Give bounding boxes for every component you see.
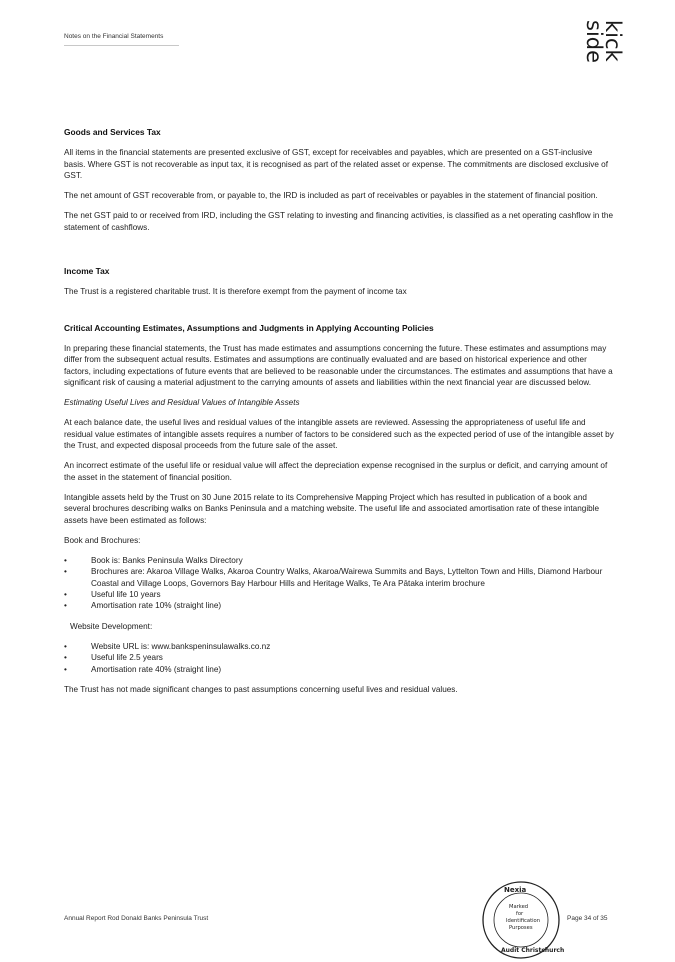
website-list [64, 641, 614, 675]
bullet-glyph: • [64, 641, 67, 651]
footer-report-title: Annual Report Rod Donald Banks Peninsula Trust [64, 915, 209, 922]
gst-heading: Goods and Services Tax [64, 127, 161, 137]
gst-paragraph-1: All items in the financial statements are presented exclusive of GST, except for receivables and payables, which are presented on a GST-inclusive basis. Where GST is not recoverable as input tax, it is recognised as part of the related asset or expense. The commitments are disclosed exclusive of GST. [64, 148, 608, 180]
critical-paragraph-1: In preparing these financial statements, the Trust has made estimates and assumptions concerning the future. These estimates and assumptions may differ from the subsequent actual results. Estimates and assumptions are continually evaluated and are based on historical experience and other factors, including expectations of future events that are believed to be reasonable under the circumstances. The estimates and assumptions that have a significant risk of causing a material adjustment to the carrying amounts of assets and liabilities within the next financial year are discussed below. [64, 343, 613, 387]
bullet-glyph: • [64, 653, 67, 663]
useful-lives-subheading: Estimating Useful Lives and Residual Values of Intangible Assets [64, 398, 300, 408]
svg-text:Purposes: Purposes [509, 925, 533, 931]
list-item [64, 652, 614, 663]
svg-text:kick: kick [601, 20, 625, 62]
list-item [64, 641, 614, 652]
svg-text:Marked: Marked [509, 904, 529, 910]
svg-text:for: for [516, 911, 524, 917]
list-item [64, 664, 614, 675]
header-divider [64, 45, 179, 46]
income-tax-paragraph: The Trust is a registered charitable trust. It is therefore exempt from the payment of income tax [64, 287, 407, 297]
list-item-text: Website URL is: www.bankspeninsulawalks.co.nz [91, 641, 271, 651]
critical-paragraph-2: At each balance date, the useful lives and residual values of the intangible assets are reviewed. Assessing the appropriateness of useful life and residual value estimates of intangible assets requires a number of factors to be considered such as the expected period of use of the intangible asset by the Trust, and expected disposal proceeds from the future sale of the asset. [64, 418, 614, 451]
svg-text:Identification: Identification [506, 918, 541, 924]
svg-text:side: side [582, 20, 606, 64]
critical-paragraph-4: Intangible assets held by the Trust on 30 June 2015 relate to its Comprehensive Mapping Project which has resulted in publication of a book and several brochures describing walks on Banks Peninsula and a matching website. The useful life and associated amortisation rate of these intangible assets have been estimated as follows: [64, 492, 600, 525]
list-item-text: Useful life 2.5 years [91, 653, 163, 663]
book-brochures-list [64, 555, 614, 611]
critical-estimates-heading: Critical Accounting Estimates, Assumptions and Judgments in Applying Accounting Policies [64, 322, 434, 333]
list-item-text: Useful life 10 years [91, 590, 161, 600]
bullet-glyph: • [64, 590, 67, 600]
list-item [64, 566, 614, 589]
header-section-label: Notes on the Financial Statements [64, 33, 164, 40]
list-item-text: Brochures are: Akaroa Village Walks, Akaroa Country Walks, Akaroa/Wairewa Summits and Bays, Lyttelton Town and Hills, Diamond Harbour Coastal and Village Loops, Governors Bay Harbour Hills and Heritage Walks, Te Ara Pātaka interim brochure [91, 567, 603, 588]
list-item [64, 589, 614, 600]
bullet-glyph: • [64, 664, 67, 674]
footer-page-number: Page 34 of 35 [567, 915, 608, 922]
kickside-logo [562, 18, 625, 84]
list-item-text: Amortisation rate 10% (straight line) [91, 601, 222, 611]
svg-text:Nexia: Nexia [504, 886, 527, 894]
list-item-text: Book is: Banks Peninsula Walks Directory [91, 556, 243, 566]
closing-paragraph: The Trust has not made significant changes to past assumptions concerning useful lives and residual values. [64, 684, 458, 694]
critical-paragraph-3: An incorrect estimate of the useful life or residual value will affect the depreciation expense recognised in the surplus or deficit, and carrying amount of the asset in the statement of financial position. [64, 461, 608, 482]
audit-stamp [479, 878, 563, 962]
notes-content [64, 127, 614, 704]
svg-text:Audit Christchurch: Audit Christchurch [501, 947, 565, 954]
list-item-text: Amortisation rate 40% (straight line) [91, 664, 222, 674]
gst-paragraph-3: The net GST paid to or received from IRD, including the GST relating to investing and financing activities, is classified as a net operating cashflow in the statement of cashflows. [64, 211, 614, 232]
website-development-label: Website Development: [70, 621, 153, 631]
bullet-glyph: • [64, 567, 67, 577]
list-item [64, 600, 614, 611]
bullet-glyph: • [64, 601, 67, 611]
income-tax-heading: Income Tax [64, 266, 110, 277]
book-brochures-label: Book and Brochures: [64, 535, 141, 545]
list-item [64, 555, 614, 566]
bullet-glyph: • [64, 556, 67, 566]
gst-paragraph-2: The net amount of GST recoverable from, or payable to, the IRD is included as part of receivables or payables in the statement of financial position. [64, 191, 598, 201]
